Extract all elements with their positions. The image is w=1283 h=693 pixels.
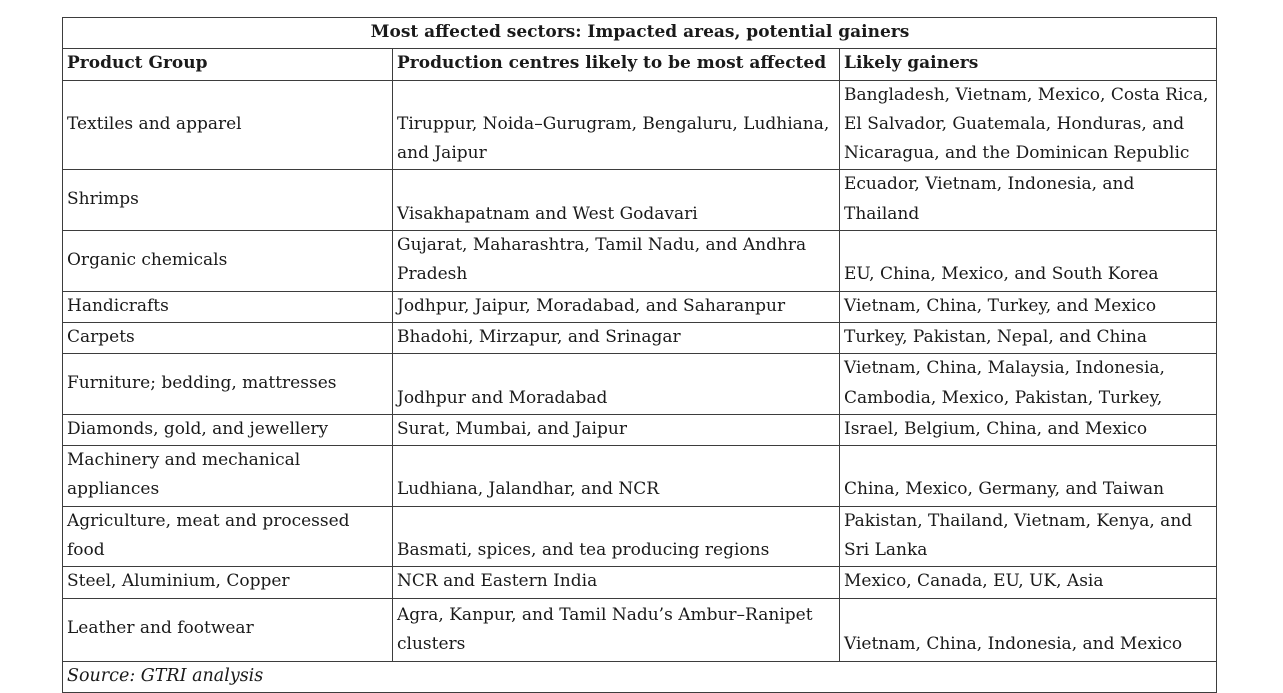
cell-product: Carpets	[63, 322, 393, 353]
source-row	[63, 661, 1217, 692]
cell-product: Agriculture, meat and processed food	[63, 506, 393, 567]
cell-gainers: Mexico, Canada, EU, UK, Asia	[840, 567, 1217, 598]
cell-product: Organic chemicals	[63, 231, 393, 292]
table-row	[63, 598, 1217, 661]
cell-product: Shrimps	[63, 170, 393, 231]
cell-product: Handicrafts	[63, 291, 393, 322]
cell-gainers: Bangladesh, Vietnam, Mexico, Costa Rica, El Salvador, Guatemala, Honduras, and Nicaragua, and the Dominican Republic	[840, 80, 1217, 170]
source-note: Source: GTRI analysis	[63, 661, 1217, 692]
cell-product: Furniture; bedding, mattresses	[63, 354, 393, 415]
column-header-likely-gainers: Likely gainers	[840, 49, 1217, 80]
cell-gainers: Vietnam, China, Indonesia, and Mexico	[840, 598, 1217, 661]
cell-centres: Basmati, spices, and tea producing regions	[393, 506, 840, 567]
cell-gainers: Ecuador, Vietnam, Indonesia, and Thailand	[840, 170, 1217, 231]
cell-centres: Tiruppur, Noida–Gurugram, Bengaluru, Ludhiana, and Jaipur	[393, 80, 840, 170]
cell-product: Machinery and mechanical appliances	[63, 446, 393, 507]
table-row	[63, 567, 1217, 598]
title-row	[63, 18, 1217, 49]
table-row	[63, 170, 1217, 231]
table-row	[63, 291, 1217, 322]
table-row	[63, 506, 1217, 567]
cell-gainers: Vietnam, China, Turkey, and Mexico	[840, 291, 1217, 322]
table-title: Most affected sectors: Impacted areas, potential gainers	[63, 18, 1217, 49]
cell-centres: Jodhpur and Moradabad	[393, 354, 840, 415]
cell-gainers: Israel, Belgium, China, and Mexico	[840, 414, 1217, 445]
cell-centres: Ludhiana, Jalandhar, and NCR	[393, 446, 840, 507]
cell-centres: Agra, Kanpur, and Tamil Nadu’s Ambur–Ranipet clusters	[393, 598, 840, 661]
table-row	[63, 354, 1217, 415]
cell-product: Diamonds, gold, and jewellery	[63, 414, 393, 445]
sectors-table-container	[62, 17, 1217, 693]
column-header-production-centres: Production centres likely to be most affected	[393, 49, 840, 80]
cell-centres: Surat, Mumbai, and Jaipur	[393, 414, 840, 445]
header-row	[63, 49, 1217, 80]
sectors-table	[62, 17, 1217, 693]
cell-centres: Gujarat, Maharashtra, Tamil Nadu, and Andhra Pradesh	[393, 231, 840, 292]
table-row	[63, 446, 1217, 507]
cell-product: Steel, Aluminium, Copper	[63, 567, 393, 598]
cell-product: Leather and footwear	[63, 598, 393, 661]
table-row	[63, 414, 1217, 445]
cell-product: Textiles and apparel	[63, 80, 393, 170]
column-header-product-group: Product Group	[63, 49, 393, 80]
cell-centres: Visakhapatnam and West Godavari	[393, 170, 840, 231]
cell-centres: NCR and Eastern India	[393, 567, 840, 598]
table-row	[63, 322, 1217, 353]
cell-centres: Bhadohi, Mirzapur, and Srinagar	[393, 322, 840, 353]
cell-gainers: Pakistan, Thailand, Vietnam, Kenya, and Sri Lanka	[840, 506, 1217, 567]
cell-gainers: China, Mexico, Germany, and Taiwan	[840, 446, 1217, 507]
cell-gainers: EU, China, Mexico, and South Korea	[840, 231, 1217, 292]
table-row	[63, 231, 1217, 292]
cell-gainers: Turkey, Pakistan, Nepal, and China	[840, 322, 1217, 353]
cell-gainers: Vietnam, China, Malaysia, Indonesia, Cambodia, Mexico, Pakistan, Turkey,	[840, 354, 1217, 415]
cell-centres: Jodhpur, Jaipur, Moradabad, and Saharanpur	[393, 291, 840, 322]
table-row	[63, 80, 1217, 170]
